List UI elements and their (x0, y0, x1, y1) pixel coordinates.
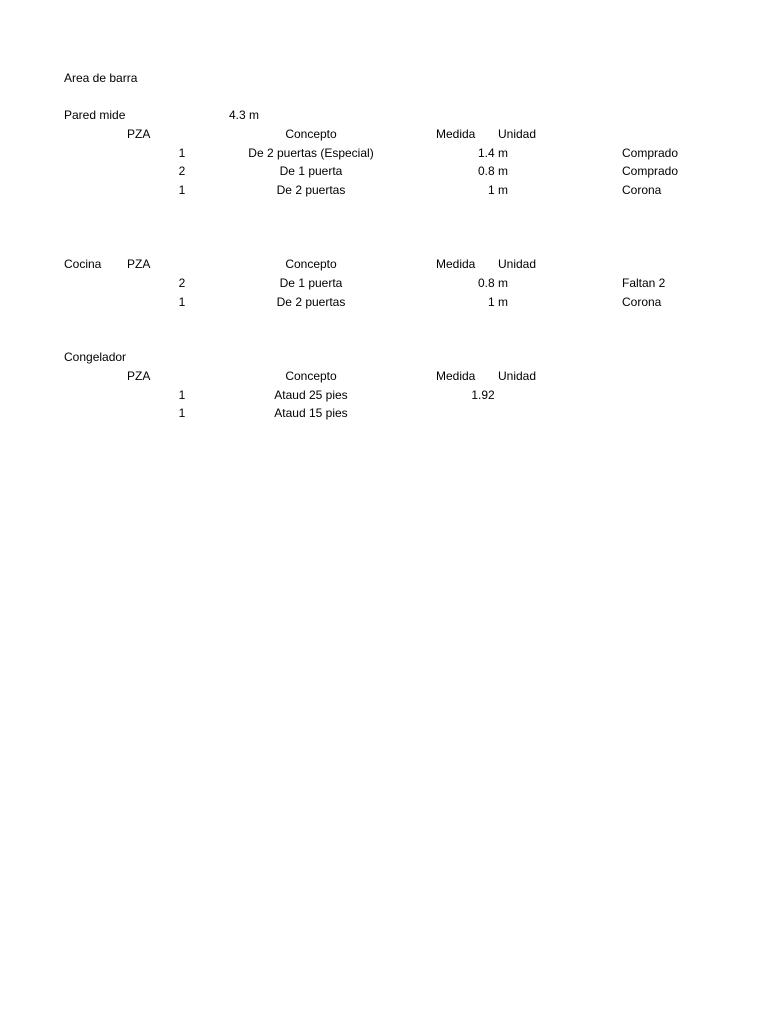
row-medida: 1.4 m (477, 146, 508, 160)
row-status: Comprado (622, 164, 679, 178)
header-unidad: Unidad (498, 127, 537, 141)
row-qty: 1 (178, 146, 186, 160)
section-title-area-de-barra: Area de barra (64, 71, 138, 85)
row-qty: 1 (178, 295, 186, 309)
header-pza: PZA (127, 369, 151, 383)
header-unidad: Unidad (498, 369, 537, 383)
pared-label: Pared mide (64, 108, 126, 122)
header-medida: Medida (436, 127, 476, 141)
row-concepto: Ataud 25 pies (274, 388, 348, 402)
row-concepto: De 2 puertas (Especial) (248, 146, 374, 160)
header-concepto: Concepto (285, 369, 337, 383)
row-concepto: Ataud 15 pies (274, 406, 348, 420)
row-concepto: De 2 puertas (276, 183, 346, 197)
row-status: Comprado (622, 146, 679, 160)
row-status: Faltan 2 (622, 276, 666, 290)
header-concepto: Concepto (285, 257, 337, 271)
header-medida: Medida (436, 257, 476, 271)
row-status: Corona (622, 295, 662, 309)
header-medida: Medida (436, 369, 476, 383)
row-qty: 1 (178, 388, 186, 402)
row-concepto: De 2 puertas (276, 295, 346, 309)
row-qty: 1 (178, 406, 186, 420)
row-qty: 2 (178, 276, 186, 290)
row-medida: 0.8 m (477, 164, 508, 178)
row-qty: 1 (178, 183, 186, 197)
row-concepto: De 1 puerta (279, 276, 343, 290)
row-medida: 1 m (487, 295, 508, 309)
pared-value: 4.3 m (229, 108, 260, 122)
header-pza: PZA (127, 127, 151, 141)
header-concepto: Concepto (285, 127, 337, 141)
header-pza: PZA (127, 257, 151, 271)
row-concepto: De 1 puerta (279, 164, 343, 178)
row-medida: 1 m (487, 183, 508, 197)
row-qty: 2 (178, 164, 186, 178)
header-unidad: Unidad (498, 257, 537, 271)
section-title-congelador: Congelador (64, 350, 127, 364)
row-status: Corona (622, 183, 662, 197)
row-medida: 0.8 m (477, 276, 508, 290)
row-medida: 1.92 (471, 388, 495, 402)
section-title-cocina: Cocina (64, 257, 102, 271)
